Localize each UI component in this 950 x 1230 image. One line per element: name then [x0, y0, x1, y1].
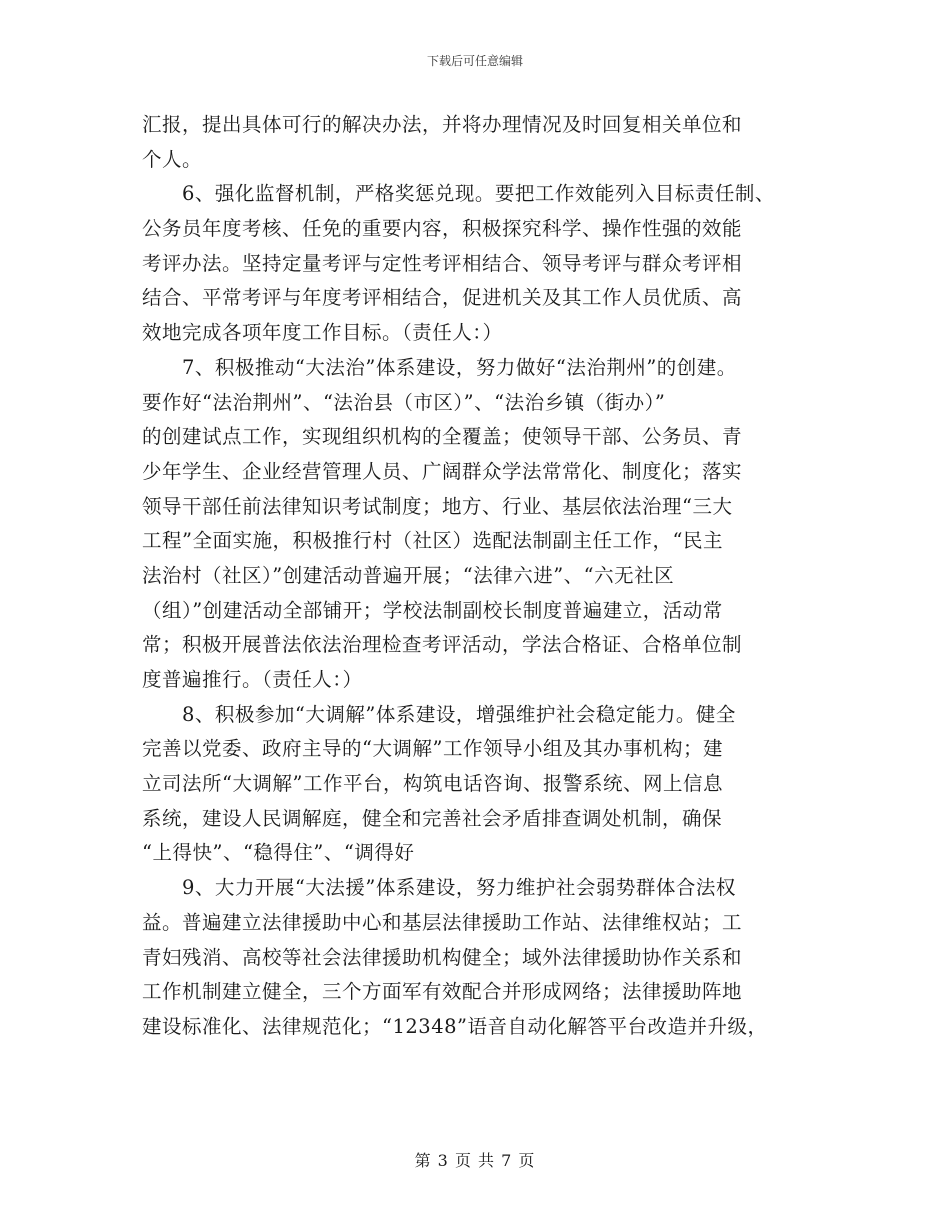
text-line: 6、强化监督机制，严格奖惩兑现。要把工作效能列入目标责任制、: [182, 182, 775, 206]
text-line: 立司法所“大调解”工作平台，构筑电话咨询、报警系统、网上信息: [142, 772, 723, 796]
text-line: 益。普遍建立法律援助中心和基层法律援助工作站、法律维权站；工: [142, 910, 743, 934]
text-line: 少年学生、企业经营管理人员、广阔群众学法常常化、制度化；落实: [142, 459, 743, 483]
paragraph-continuation: [142, 108, 832, 177]
text-line: 9、大力开展“大法援”体系建设，努力维护社会弱势群体合法权: [182, 876, 736, 900]
page-header: 下载后可任意编辑: [426, 54, 523, 68]
text-line: 的创建试点工作，实现组织机构的全覆盖；使领导干部、公务员、青: [142, 425, 743, 449]
text-line: 8、积极参加“大调解”体系建设，增强维护社会稳定能力。健全: [182, 702, 736, 726]
paragraph-item-7: [142, 351, 832, 698]
text-line: 常；积极开展普法依法治理检查考评活动，学法合格证、合格单位制: [142, 633, 743, 657]
document-body: [142, 108, 832, 1045]
text-line: 考评办法。坚持定量考评与定性考评相结合、领导考评与群众考评相: [142, 251, 743, 275]
text-line: 系统，建设人民调解庭，健全和完善社会矛盾排查调处机制，确保: [142, 806, 723, 830]
text-line: 法治村（社区）”创建活动普遍开展；“法律六进”、“六无社区: [142, 563, 675, 587]
text-line: 青妇残消、高校等社会法律援助机构健全；域外法律援助协作关系和: [142, 945, 743, 969]
text-line: 度普遍推行。（责任人：）: [142, 668, 363, 691]
text-line: 要作好“法治荆州”、“法治县（市区）”、“法治乡镇（街办）”: [142, 390, 666, 414]
text-line: “上得快”、“稳得住”、“调得好: [142, 841, 415, 865]
text-line: 个人。: [142, 147, 203, 171]
paragraph-item-6: [142, 177, 832, 350]
text-line: 汇报，提出具体可行的解决办法，并将办理情况及时回复相关单位和: [142, 113, 743, 136]
text-line: 工作机制建立健全，三个方面军有效配合并形成网络；法律援助阵地: [142, 980, 743, 1004]
text-line: 建设标准化、法律规范化；“12348”语音自动化解答平台改造并升级，: [142, 1014, 768, 1038]
text-line: 结合、平常考评与年度考评相结合，促进机关及其工作人员优质、高: [142, 286, 743, 310]
text-line: 工程”全面实施，积极推行村（社区）选配法制副主任工作，“民主: [142, 529, 723, 553]
text-line: 7、积极推动“大法治”体系建设，努力做好“法治荆州”的创建。: [182, 355, 737, 379]
text-line: （组）”创建活动全部铺开；学校法制副校长制度普遍建立，活动常: [142, 598, 723, 622]
text-line: 完善以党委、政府主导的“大调解”工作领导小组及其办事机构；建: [142, 737, 723, 761]
text-line: 公务员年度考核、任免的重要内容，积极探究科学、操作性强的效能: [142, 217, 743, 241]
paragraph-item-9: [142, 871, 832, 1044]
text-line: 效地完成各项年度工作目标。（责任人：）: [142, 321, 503, 345]
page-number-footer: 第 3 页 共 7 页: [414, 1151, 536, 1170]
paragraph-item-8: [142, 698, 832, 871]
text-line: 领导干部任前法律知识考试制度；地方、行业、基层依法治理“三大: [142, 494, 733, 518]
